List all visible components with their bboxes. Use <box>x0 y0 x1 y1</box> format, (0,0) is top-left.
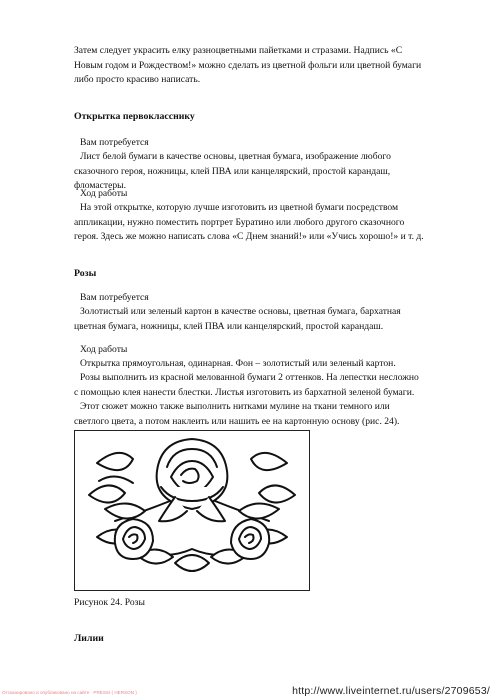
intro-paragraph: Затем следует украсить елку разноцветными пайетками и стразами. Надпись «С Новым годом и Рождеством!» можно сделать из цветной фольги или цветной бумаги либо просто красиво написать. <box>74 45 422 86</box>
roses-illustration <box>75 431 309 590</box>
section2-step-3: Этот сюжет можно также выполнить нитками мулине на ткани темного или светлого цвета, а потом наклеить или нашить ее на картонную основу (рис. 24). <box>74 401 400 427</box>
section-title-first-grader-card: Открытка первокласснику <box>74 111 195 122</box>
footer-source-note: Отсканировано и опубликовано на сайте · PRESSI ( HERSON ) <box>2 690 137 695</box>
section2-step-2: Розы выполнить из красной мелованной бумаги 2 оттенков. На лепестки несложно с помощью клея нанести блестки. Листья изготовить из бархатной зеленой бумаги. <box>74 372 419 398</box>
section-title-roses: Розы <box>74 268 97 279</box>
section2-needs-text: Золотистый или зеленый картон в качестве основы, цветная бумага, бархатная цветная бумага, ножницы, клей ПВА или канцелярский, простой карандаш. <box>74 306 401 332</box>
figure-caption: Рисунок 24. Розы <box>74 597 145 608</box>
section1-needs-label: Вам потребуется <box>80 137 149 148</box>
section1-steps-text: На этой открытке, которую лучше изготовить из цветной бумаги посредством аппликации, нужно поместить портрет Буратино или любого другого сказочного героя. Здесь же можно написать слова «С Днем знаний!» или «Учись хорошо!» и т. д. <box>74 202 424 243</box>
roses-figure <box>74 430 310 591</box>
footer-url[interactable]: http://www.liveinternet.ru/users/2709653/ <box>292 685 490 697</box>
section1-steps-label: Ход работы <box>80 188 128 199</box>
section2-steps-label: Ход работы <box>80 344 128 355</box>
section2-step-1: Открытка прямоугольная, одинарная. Фон – золотистый или зеленый картон. <box>80 358 396 369</box>
section-title-lilies: Лилии <box>74 633 104 644</box>
section2-needs-label: Вам потребуется <box>80 292 149 303</box>
section1-needs-text: Лист белой бумаги в качестве основы, цветная бумага, изображение любого сказочного героя, ножницы, клей ПВА или канцелярский, простой карандаш, фломастеры. <box>74 151 391 192</box>
